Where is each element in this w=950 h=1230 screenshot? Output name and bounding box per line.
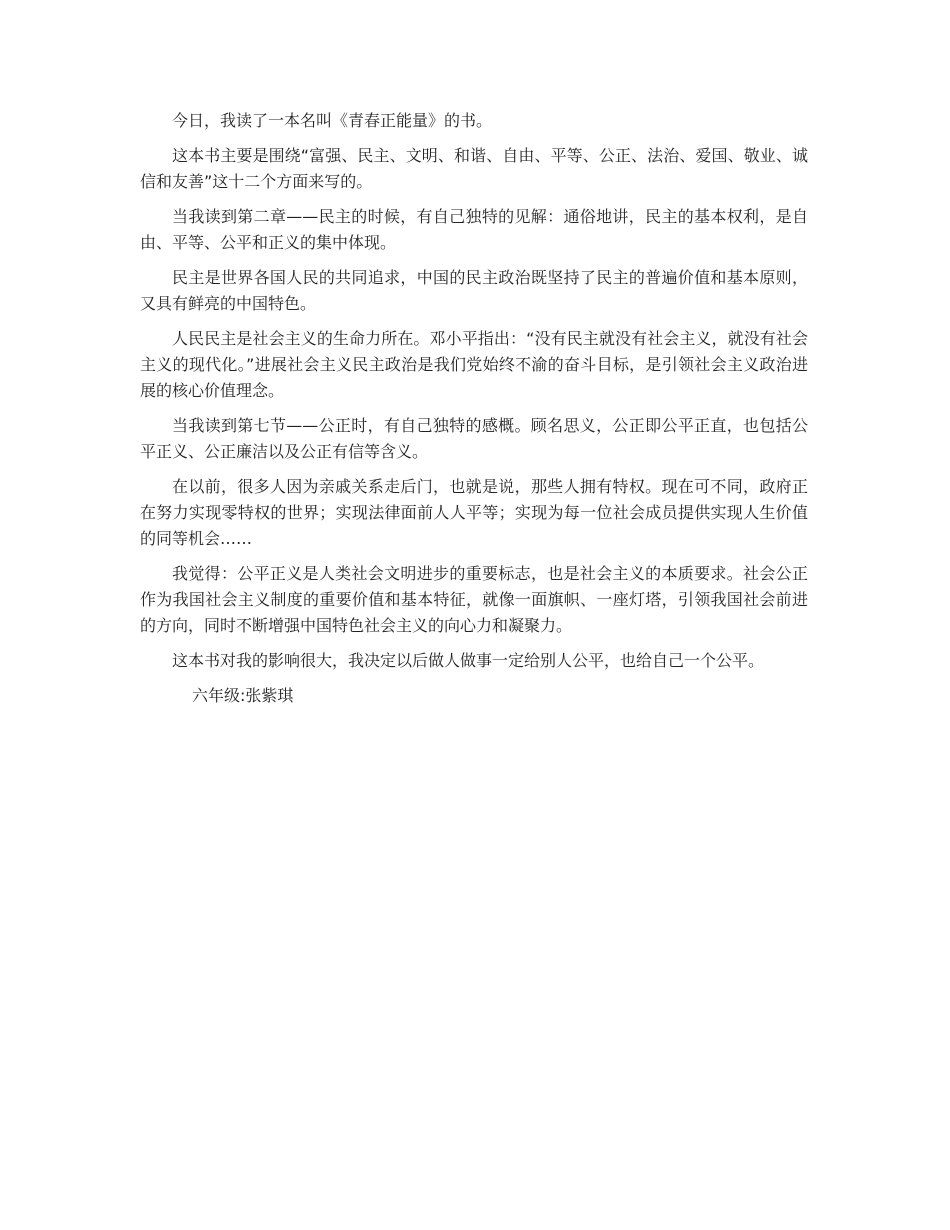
paragraph-8: 我觉得：公平正义是人类社会文明进步的重要标志，也是社会主义的本质要求。社会公正作为我国社会主义制度的重要价值和基本特征，就像一面旗帜、一座灯塔，引领我国社会前进的方向，同时不断增强中国特色社会主义的向心力和凝聚力。	[140, 564, 808, 635]
paragraph-7: 在以前，很多人因为亲戚关系走后门，也就是说，那些人拥有特权。现在可不同，政府正在努力实现零特权的世界；实现法律面前人人平等；实现为每一位社会成员提供实现人生价值的同等机会……	[140, 477, 808, 548]
paragraph-9: 这本书对我的影响很大，我决定以后做人做事一定给别人公平，也给自己一个公平。	[172, 651, 765, 670]
author-signature: 六年级:张紫琪	[192, 686, 294, 705]
paragraph-4: 民主是世界各国人民的共同追求，中国的民主政治既坚持了民主的普遍价值和基本原则，又具有鲜亮的中国特色。	[140, 268, 808, 313]
essay-body	[140, 108, 808, 709]
paragraph-5: 人民民主是社会主义的生命力所在。邓小平指出：“没有民主就没有社会主义，就没有社会主义的现代化。”进展社会主义民主政治是我们党始终不渝的奋斗目标，是引领社会主义政治进展的核心价值理念。	[140, 329, 808, 400]
paragraph-6: 当我读到第七节——公正时，有自己独特的感概。顾名思义，公正即公平正直，也包括公平正义、公正廉洁以及公正有信等含义。	[140, 416, 808, 461]
paragraph-1: 今日，我读了一本名叫《青春正能量》的书。	[172, 111, 493, 130]
paragraph-2: 这本书主要是围绕“富强、民主、文明、和谐、自由、平等、公正、法治、爱国、敬业、诚信和友善”这十二个方面来写的。	[140, 146, 808, 191]
paragraph-3: 当我读到第二章——民主的时候，有自己独特的见解：通俗地讲，民主的基本权利，是自由、平等、公平和正义的集中体现。	[140, 207, 808, 252]
